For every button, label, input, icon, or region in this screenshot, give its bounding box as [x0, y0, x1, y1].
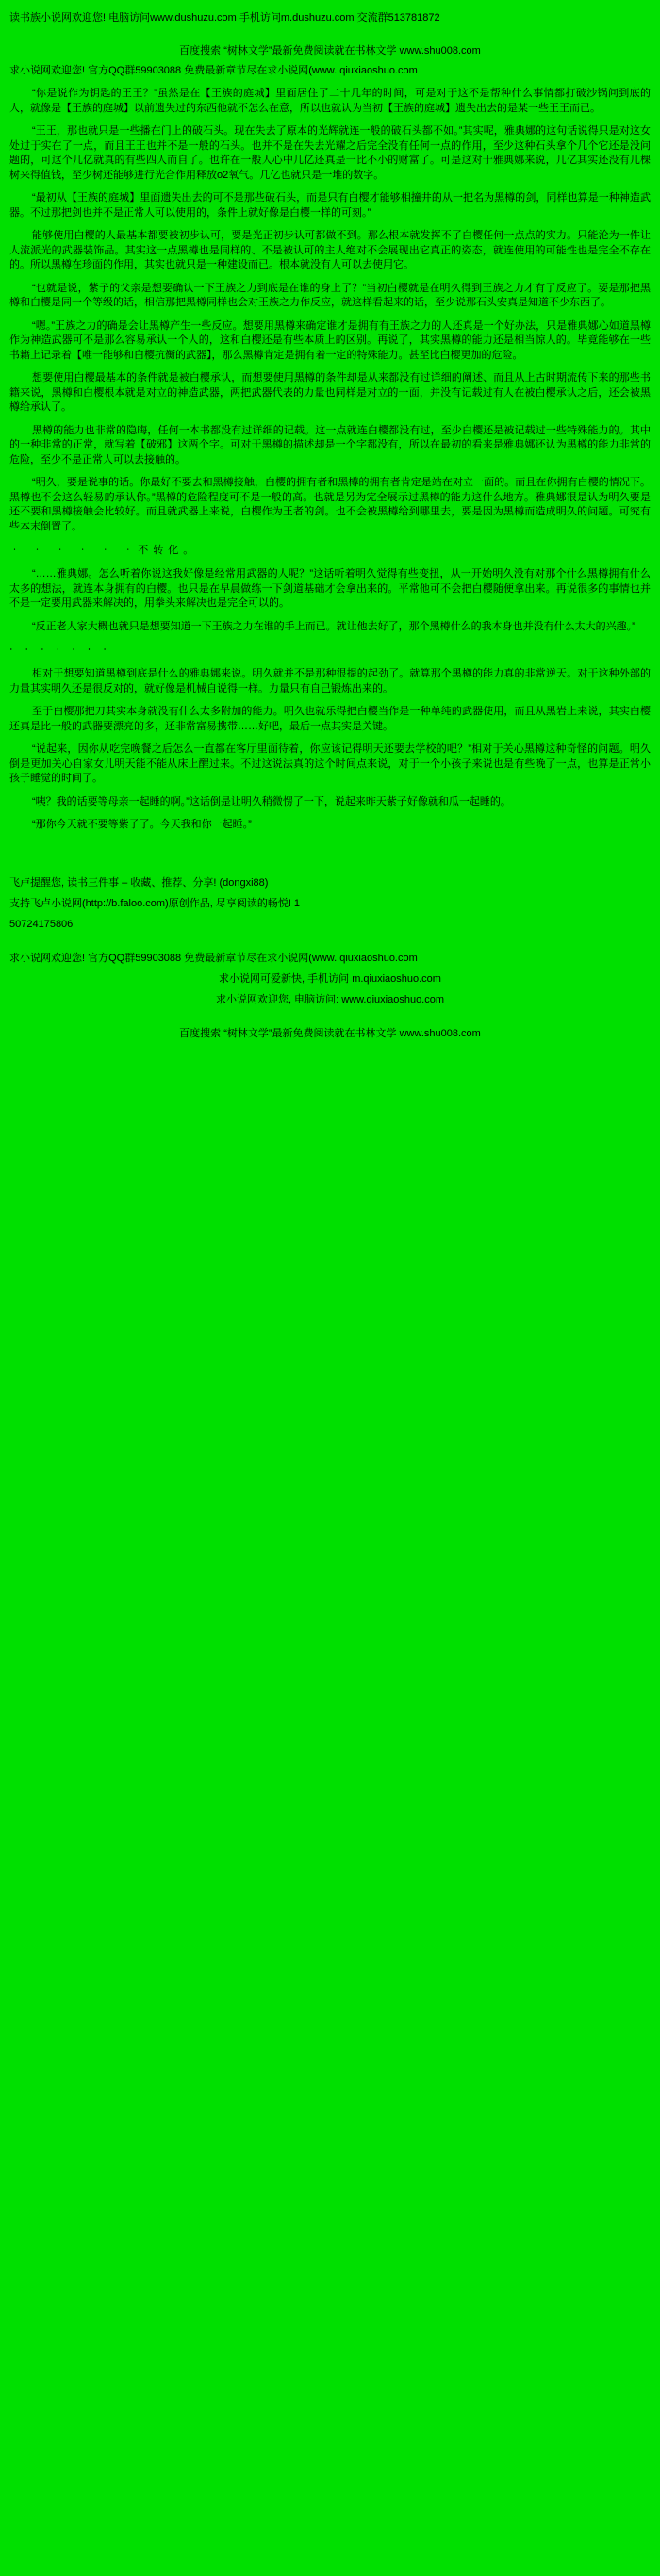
paragraph: 想要使用白樱最基本的条件就是被白樱承认，而想要使用黑樽的条件却是从来都没有过详细的阐述、而且从上古时期流传下来的那些书籍来说，黑樽和白樱根本就是对立的神造武器，两把武器代表的力量也同样是对立的一面，并没有记载过有人在被白樱承认之后，还会被黑樽给承认了。	[9, 372, 651, 413]
paragraph: 至于白樱那把刀其实本身就没有什么太多附加的能力。明久也就乐得把白樱当作是一种单纯的武器使用，而且从黑岩上来说，其实白樱还真是比一般的武器要漂亮的多，还非常富易携带……好吧，最后一点其实是关键。	[9, 706, 651, 732]
scene-break: ‧ ‧ ‧ ‧ ‧ ‧ ‧	[9, 644, 111, 656]
footer-gap-2	[0, 1013, 660, 1020]
paragraph: “王王，那也就只是一些播在门上的破石头。现在失去了原本的光辉就连一般的破石头都不如。”其实呢，雅典娜的这句话说得只是对这女处过于实在了一点，而且王王也并不是一般的石头。也并不是在失去光耀之后完全没有任何一点的作用，至少这种石头拿个几个它还是没问题的，可这个几亿就真的有些四人而自了。也许在一般人心中几亿还真是一比不小的财富了。可是这对于雅典娜来说，几亿其实还没有几棵树来得值钱，至少树还能够进行光合作用释放o2氧气。几亿也就只是一堆的数字。	[9, 125, 651, 181]
paragraph: “反正老人家大概也就只是想要知道一下王族之力在谁的手上而已。就让他去好了，那个黑樽什么的我本身也并没有什么太大的兴趣。”	[32, 620, 635, 632]
footer-code: 50724175806	[9, 918, 74, 930]
paragraph: “你是说作为钥匙的王王？”虽然是在【王族的庭城】里面居住了二十几年的时间，可是对于这不是帮种什么事情都打破沙锅问到底的人，就像是【王族的庭城】以前遗失过的东西他就不怎么在意，所以也就认为当初【王族的庭城】遗失出去的是某一些王王而已。	[9, 88, 651, 114]
paragraph: “……雅典娜。怎么听着你说这我好像是经常用武器的人呢？”这话听着明久觉得有些变扭，从一开始明久没有对那个什么黑樽拥有什么太多的想法，就连本身拥有的白樱。也只是在早晨做练一下剑道基础才会拿出来的。平常他可不会把白樱随便拿出来。再说很多的事情也并不是一定要用武器来解决的，用拳头来解决也是完全可以的。	[9, 568, 651, 609]
qiu-footer-3: 求小说网欢迎您, 电脑访问: www.qiuxiaoshuo.com	[215, 993, 445, 1005]
paragraph: “咦？我的话要等母亲一起睡的啊。”这话倒是让明久稍微愣了一下，说起来昨天紫子好像就和瓜一起睡的。	[32, 795, 511, 807]
footer	[0, 875, 660, 1041]
share-reminder: 飞卢提醒您, 读书三件事 – 收藏、推荐、分享! (dongxi88)	[9, 876, 269, 889]
paragraph: “那你今天就不要等紫子了。今天我和你一起睡。”	[32, 819, 252, 830]
site-welcome-header: 读书族小说网欢迎您! 电脑访问www.dushuzu.com 手机访问m.dushuzu.com 交流群513781872	[9, 12, 440, 24]
paragraph: “最初从【王族的庭城】里面遗失出去的可不是那些破石头，而是只有白樱才能够相撞井的从一把名为黑樽的剑，同样也算是一种神造武器。不过那把剑也并不是正常人可以使用的，条件上就好像是白樱一样的可刻。”	[9, 192, 651, 219]
header-spacer	[0, 31, 660, 39]
paragraph: 能够使用白樱的人最基本都要被初步认可，要是光正初步认可都做不到。那么根本就发挥不了白樱任何一点点的实力。只能沦为一件让人流派光的武器装饰品。其实这一点黑樽也是同样的、不是被认可的主人绝对不会展现出它真正的姿态，就连使用的可能性也是完全不存在的。所以黑樽在珍面的作用，其实也就只是一种建设而已。根本就没有人可以去使用它。	[9, 230, 651, 270]
support-link[interactable]: 支持飞卢小说网(http://b.faloo.com)原创作品, 尽享阅读的畅悦! 1	[9, 897, 301, 909]
paragraph: “明久，要是说事的话。你最好不要去和黑樽接触，白樱的拥有者和黑樽的拥有者肯定是站在对立一面的。而且在你拥有白樱的情况下。黑樽也不会这么轻易的承认你。”黑樽的危险程度可不是一般的高。也就是另为完全展示过黑樽的能力这什么地方。雅典娜很是认为明久要是还不要和黑樽接触会比较好。而且就武器上来说，白樱作为王者的剑。也不会被黑樽给到哪里去，要是因为黑樽而造成明久的问题。可究有些本末倒置了。	[9, 477, 651, 532]
qiu-footer-2: 求小说网可爱新快, 手机访问 m.qiuxiaoshuo.com	[219, 972, 441, 985]
paragraph: “嗯。”王族之力的确是会让黑樽产生一些反应。想要用黑樽来确定谁才是拥有有王族之力的人还真是一个好办法，只是雅典娜心如道黑樽作为神造武器可不是那么容易承认一个人的，这和白樱还是有些本质上的区别。再说了，其实黑樽的能力还是相当惊人的。毕竟能够在一些书籍上记录着【唯一能够和白樱抗衡的武器】，那么黑樽肯定是拥有着一定的特殊能力。甚至比白樱更加的危险。	[9, 319, 651, 361]
paragraph: 相对于想要知道黑樽到底是什么的雅典娜来说。明久就并不是那种很提的起劲了。就算那个黑樽的能力真的非常逆天。对于这种外部的力量其实明久还是很反对的，就好像是机械自说得一样。力量只有自己锻炼出来的。	[9, 668, 651, 694]
baidu-footer: 百度搜索 “树林文学”最新免费阅读就在书林文学 www.shu008.com	[179, 1027, 481, 1039]
novel-page	[0, 0, 660, 1056]
scene-break: ‧ ‧ ‧ ‧ ‧ ‧不转化。	[9, 545, 199, 556]
baidu-search-header: 百度搜索 “树林文学”最新免费阅读就在书林文学 www.shu008.com	[179, 45, 481, 57]
footer-spacer	[0, 841, 660, 862]
footer-gap	[0, 937, 660, 945]
qiu-footer-1: 求小说网欢迎您! 官方QQ群59903088 免费最新章节尽在求小说网(www. qiuxiaoshuo.com	[9, 952, 418, 964]
paragraph: “说起来，因你从吃完晚餐之后怎么一直都在客厅里面待着，你应该记得明天还要去学校的吧？”相对于关心黑樽这种奇怪的问题。明久倒是更加关心自家女儿明天能不能从床上醒过来。不过这说法真的这个时间点来说，对于一个小孩子来说也是有些晚了一点，也算是正常小孩子睡觉的时间了。	[9, 743, 651, 784]
qiu-site-header: 求小说网欢迎您! 官方QQ群59903088 免费最新章节尽在求小说网(www. qiuxiaoshuo.com	[9, 65, 418, 76]
paragraph: “也就是说，紫子的父亲是想要确认一下王族之力到底是在谁的身上了？”当初白樱就是在明久得到王族之力才有了反应了。要是那把黑樽和白樱是同一个等级的话，相信那把黑樽同样也会对王族之力作反应，就这样看起来的话，至少说那石头安真是知道不少东西了。	[9, 282, 651, 308]
paragraph: 黑樽的能力也非常的隐晦，任何一本书都没有过详细的记载。这一点就连白樱都没有过，至少白樱还是被记载过一些特殊能力的。其中的一种非常的正常，就写着【破邪】这两个字。可对于黑樽的描述却是一个字都没有，所以在最初的看来是雅典娜还认为黑樽的能力非常的危险，至少不是正常人可以去接触的。	[9, 424, 651, 465]
